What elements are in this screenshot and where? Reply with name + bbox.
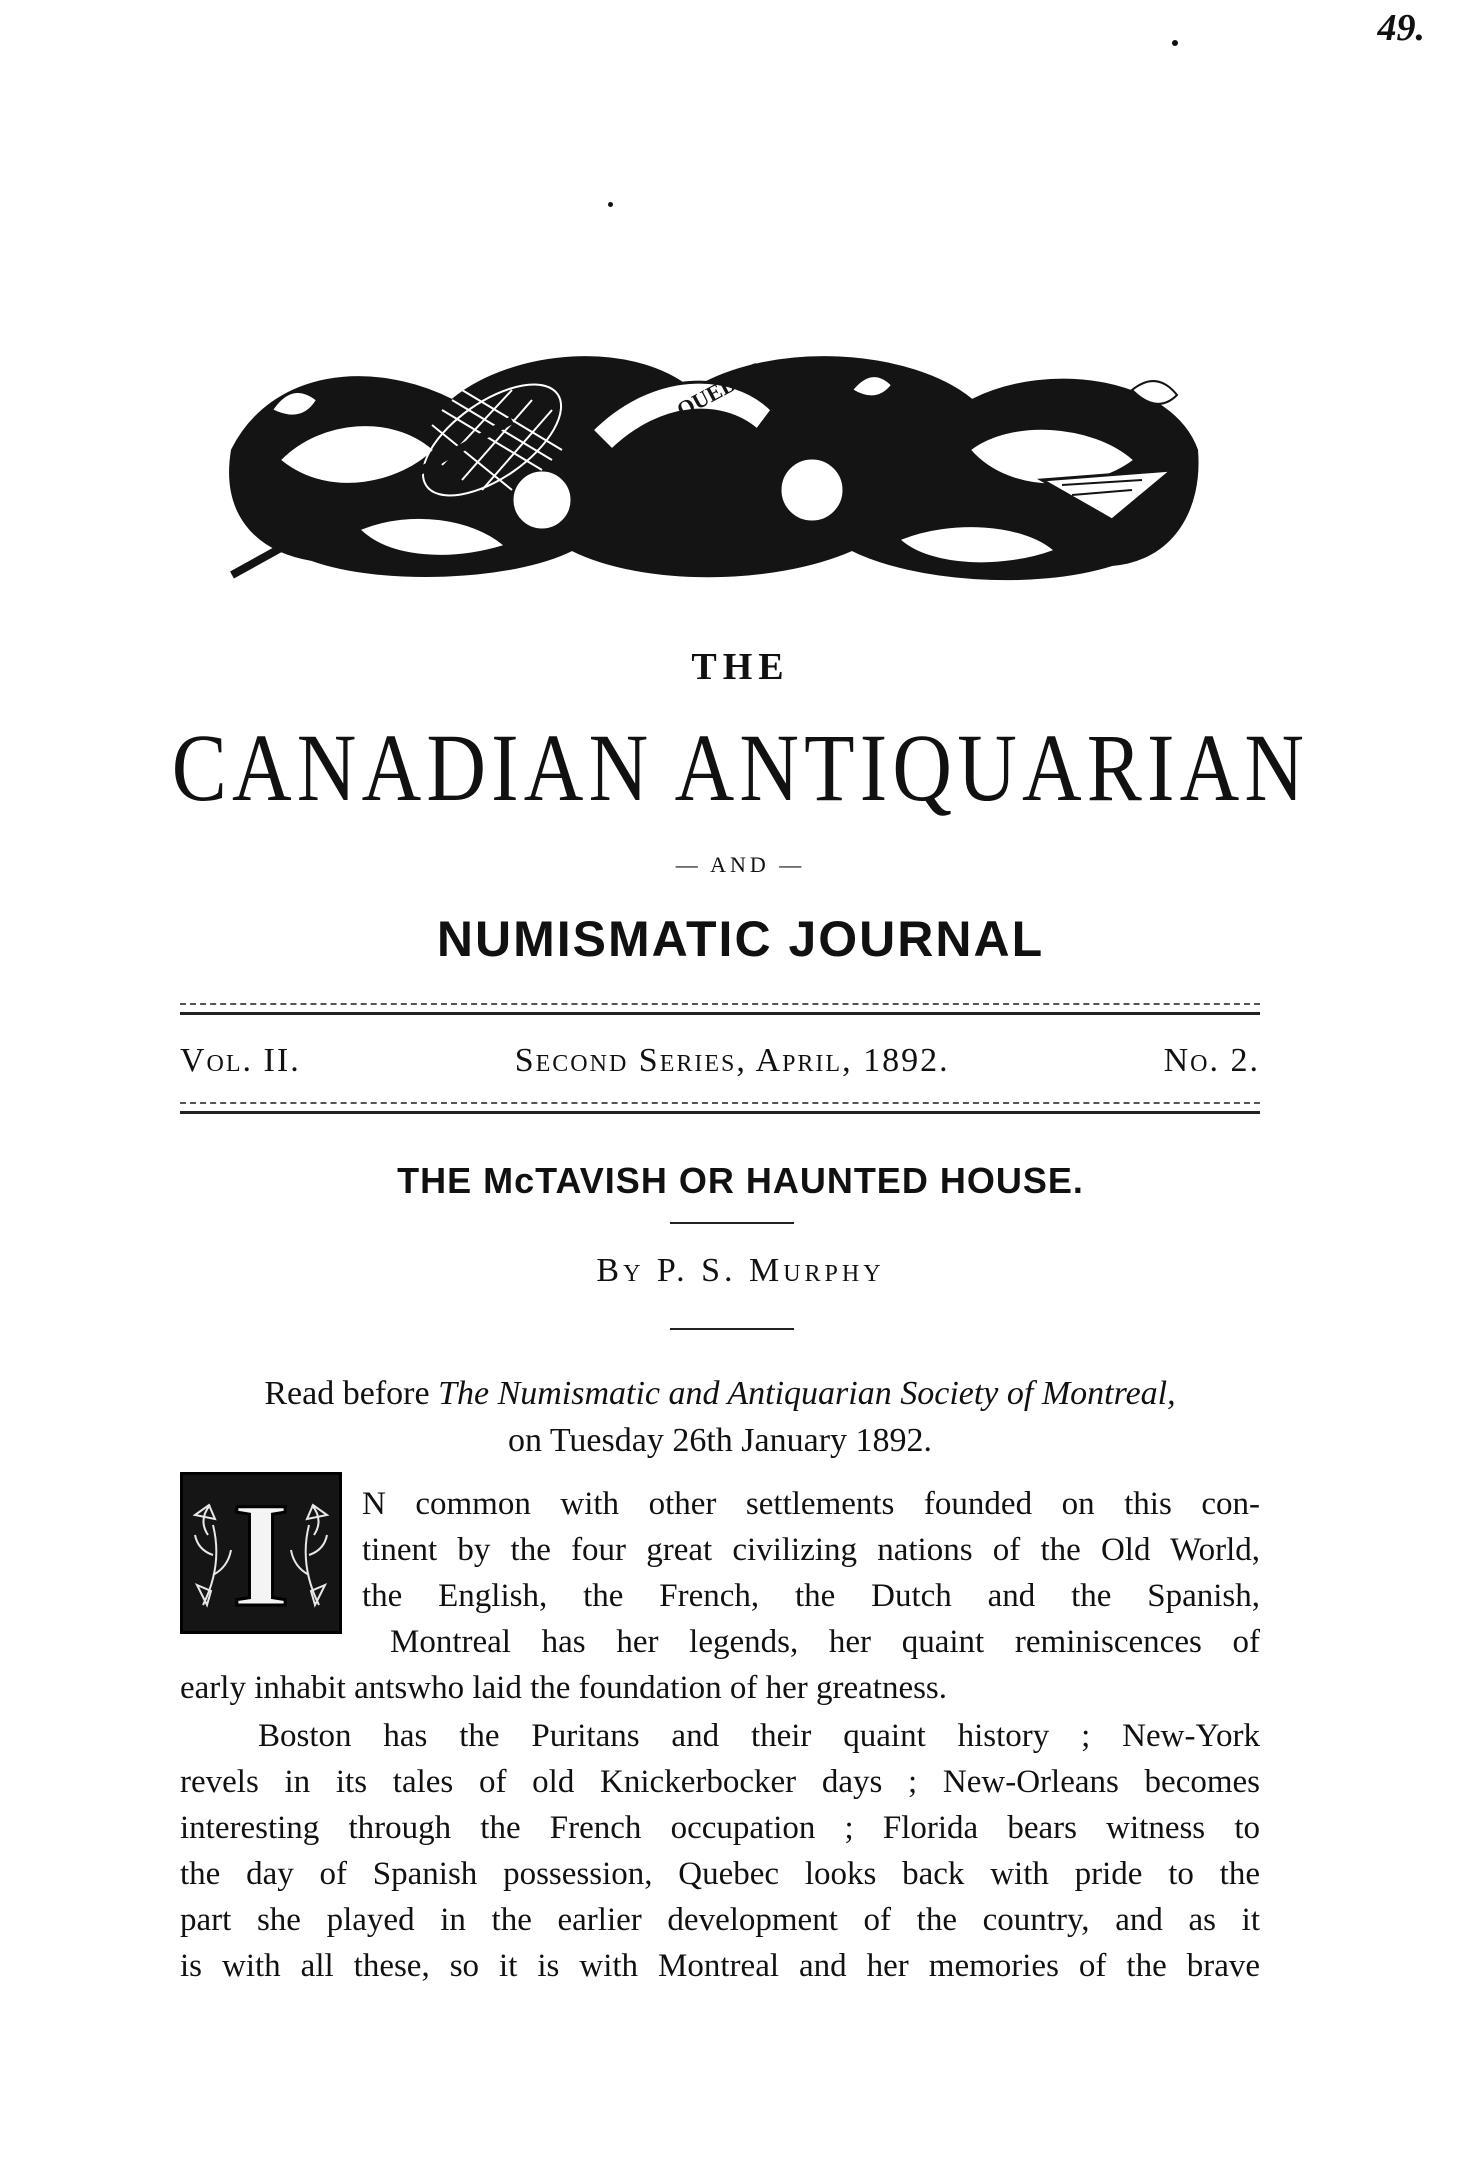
page-number: 49. [1377,7,1425,49]
read-before-note [180,1370,1260,1464]
para2-line: Boston has the Puritans and their quaint history ; New-York [258,1718,1260,1754]
article-byline: By P. S. Murphy [596,1252,885,1289]
masthead-engraving [212,330,1212,595]
society-name: The Numismatic and Antiquarian Society of Montreal, [438,1375,1176,1412]
para2-line: part she played in the earlier development of the country, and as it [180,1902,1260,1938]
para1-line: early inhabit antswho laid the foundation of her greatness. [180,1670,948,1706]
masthead-and [0,852,1481,878]
ink-speck [608,202,613,207]
read-before-prefix: Read before [264,1375,430,1412]
byline-divider [670,1328,794,1330]
and-dash-right: — [769,852,806,877]
masthead-and-text: AND [710,852,770,877]
bottom-rule [180,1111,1260,1114]
bottom-rule-dotted [180,1102,1260,1104]
drop-cap [180,1472,342,1638]
article-title: THE McTAVISH OR HAUNTED HOUSE. [397,1160,1084,1201]
para1-line: Montreal has her legends, her quaint reminiscences of [390,1624,1260,1660]
para1-line: tinent by the four great civilizing nations of the Old World, [362,1532,1260,1568]
volume-label: Vol. II. [180,1042,301,1079]
series-date-label: Second Series, April, 1892. [514,1042,950,1079]
para2-line: is with all these, so it is with Montreal and her memories of the brave [180,1948,1260,1984]
banner-quebec-text: QUEBEC [672,356,767,423]
top-rule [180,1012,1260,1015]
para2-line: revels in its tales of old Knickerbocker days ; New-Orleans becomes [180,1764,1260,1800]
issue-number-label: No. 2. [1163,1042,1260,1079]
journal-title: CANADIAN ANTIQUARIAN [171,714,1310,821]
para2-line: interesting through the French occupation ; Florida bears witness to [180,1810,1260,1846]
top-rule-dotted [180,1003,1260,1005]
issue-info-row [180,1042,1260,1080]
drop-cap-letter: I [231,1472,291,1638]
para1-line: the English, the French, the Dutch and the Spanish, [362,1578,1260,1614]
para1-line: N common with other settlements founded on this con- [362,1486,1260,1522]
para2-line: the day of Spanish possession, Quebec looks back with pride to the [180,1856,1260,1892]
journal-subtitle: NUMISMATIC JOURNAL [436,911,1045,967]
masthead-the: THE [691,646,790,688]
title-divider [670,1222,794,1224]
read-date: on Tuesday 26th January 1892. [507,1422,933,1459]
and-dash-left: — [675,852,711,877]
ink-speck [1172,40,1178,46]
